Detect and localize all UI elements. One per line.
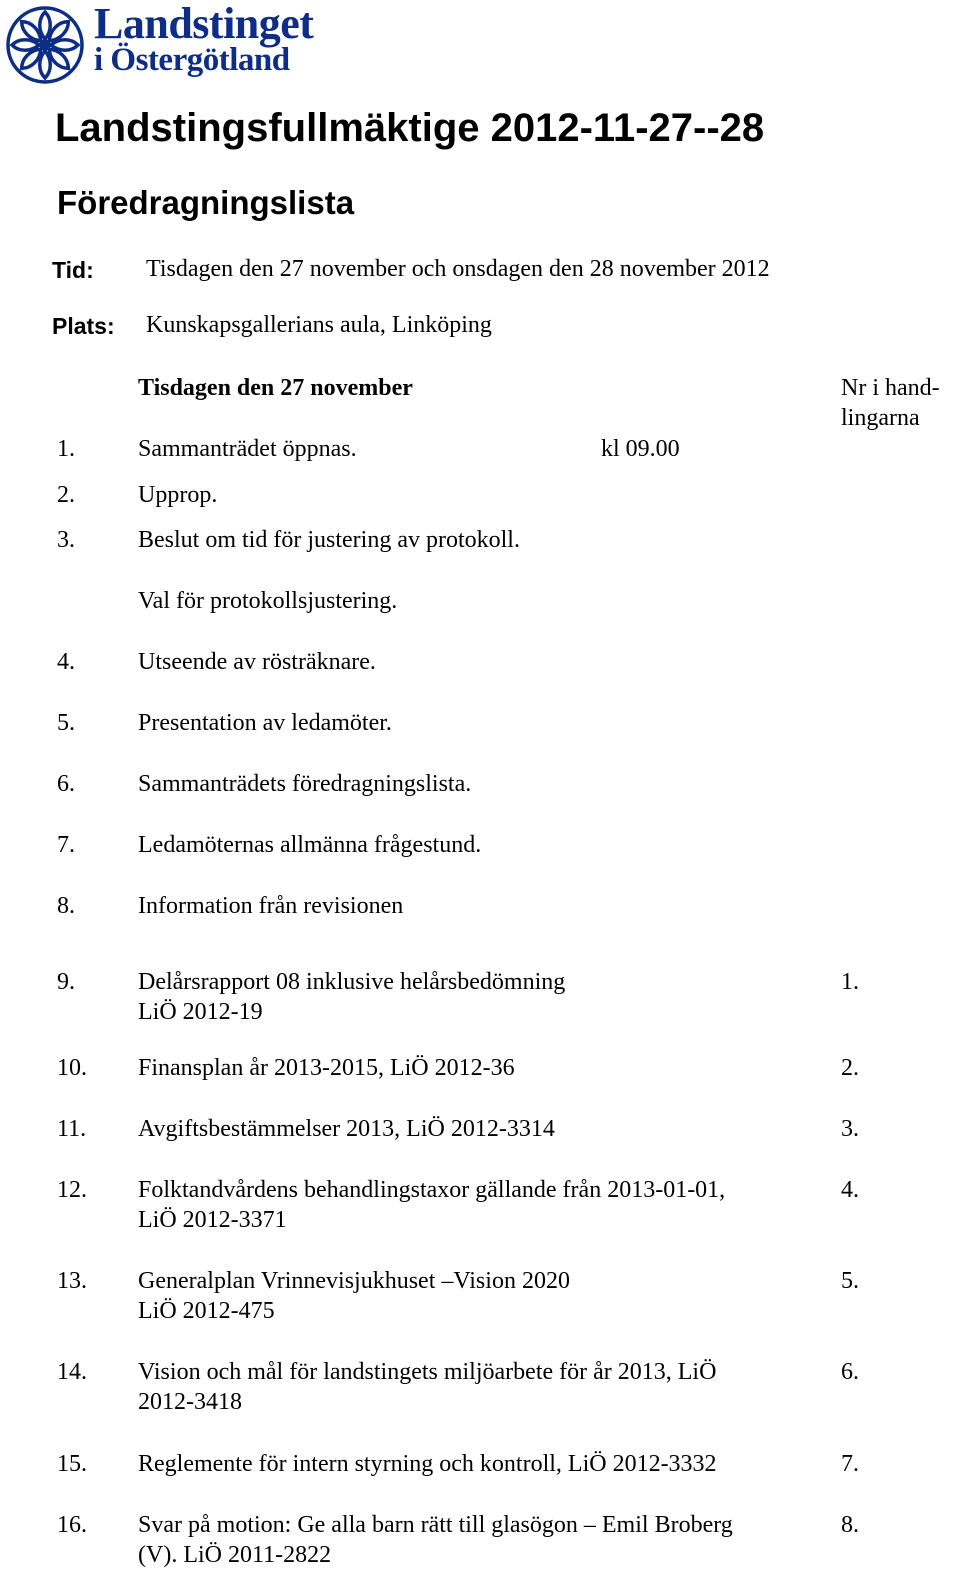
agenda-item-number: 6. <box>57 771 75 797</box>
agenda-item-text <box>138 1053 515 1083</box>
agenda-item-number: 5. <box>57 710 75 736</box>
agenda-item-text <box>138 1175 725 1235</box>
agenda-item-number: 2. <box>57 482 75 508</box>
agenda-item-document-number: 2. <box>841 1055 859 1081</box>
page-subtitle: Föredragningslista <box>57 184 355 221</box>
agenda-item-text <box>138 525 520 555</box>
agenda-item-text <box>138 647 376 677</box>
column-header-line: lingarna <box>841 405 920 431</box>
time-value: Tisdagen den 27 november och onsdagen den 28 november 2012 <box>146 256 770 282</box>
agenda-item-document-number: 5. <box>841 1268 859 1294</box>
agenda-item-text <box>138 434 357 464</box>
agenda-item-number: 7. <box>57 832 75 858</box>
agenda-item-line: LiÖ 2012-19 <box>138 999 263 1025</box>
agenda-item-line: 2012-3418 <box>138 1389 242 1415</box>
agenda-item-number: 10. <box>57 1055 87 1081</box>
agenda-item-line: Utseende av rösträknare. <box>138 649 376 675</box>
agenda-item-line: Avgiftsbestämmelser 2013, LiÖ 2012-3314 <box>138 1116 555 1142</box>
star-emblem-icon <box>4 4 86 86</box>
agenda-item-number: 8. <box>57 893 75 919</box>
agenda-item-text <box>138 1357 716 1417</box>
agenda-item-document-number: 7. <box>841 1451 859 1477</box>
agenda-item-text <box>138 1266 570 1326</box>
agenda-item-text <box>138 480 217 510</box>
agenda-item-number: 12. <box>57 1177 87 1203</box>
agenda-item-line: Presentation av ledamöter. <box>138 710 392 736</box>
agenda-item-line: Sammanträdet öppnas. <box>138 436 357 462</box>
agenda-item-text <box>138 830 481 860</box>
time-label: Tid: <box>52 257 94 283</box>
agenda-item-line: Svar på motion: Ge alla barn rätt till glasögon – Emil Broberg <box>138 1512 733 1538</box>
agenda-item-line: Val för protokollsjustering. <box>138 588 398 614</box>
agenda-item-text <box>138 967 565 1027</box>
agenda-item-number: 3. <box>57 527 75 553</box>
agenda-item-number: 15. <box>57 1451 87 1477</box>
agenda-item-document-number: 3. <box>841 1116 859 1142</box>
place-label: Plats: <box>52 313 115 339</box>
agenda-item-line: LiÖ 2012-3371 <box>138 1207 287 1233</box>
logo-line-1: Landstinget <box>94 0 314 48</box>
agenda-item-text <box>138 1114 555 1144</box>
agenda-item-line: (V). LiÖ 2011-2822 <box>138 1542 332 1568</box>
agenda-item-text <box>138 586 397 616</box>
agenda-item-text <box>138 708 392 738</box>
agenda-item-line: Information från revisionen <box>138 893 404 919</box>
page-title: Landstingsfullmäktige 2012-11-27--28 <box>55 106 765 150</box>
agenda-item-document-number: 4. <box>841 1177 859 1203</box>
agenda-item-line: Beslut om tid för justering av protokoll. <box>138 527 520 553</box>
agenda-item-line: LiÖ 2012-475 <box>138 1298 275 1324</box>
agenda-item-number: 4. <box>57 649 75 675</box>
agenda-item-document-number: 6. <box>841 1359 859 1385</box>
document-number-column-header <box>841 373 940 433</box>
column-header-line: Nr i hand- <box>841 375 940 401</box>
agenda-item-line: Folktandvårdens behandlingstaxor gällande från 2013-01-01, <box>138 1177 726 1203</box>
day-heading: Tisdagen den 27 november <box>138 375 413 401</box>
agenda-item-line: Generalplan Vrinnevisjukhuset –Vision 2020 <box>138 1268 570 1294</box>
logo-line-2: i Östergötland <box>94 42 290 78</box>
agenda-item-text <box>138 1510 733 1570</box>
agenda-item-text <box>138 769 471 799</box>
agenda-item-line: Sammanträdets föredragningslista. <box>138 771 472 797</box>
organization-logo <box>4 2 334 86</box>
agenda-item-number: 16. <box>57 1512 87 1538</box>
agenda-item-number: 9. <box>57 969 75 995</box>
agenda-item-document-number: 1. <box>841 969 859 995</box>
agenda-item-line: Delårsrapport 08 inklusive helårsbedömning <box>138 969 566 995</box>
agenda-item-time: kl 09.00 <box>601 436 680 462</box>
agenda-item-number: 1. <box>57 436 75 462</box>
agenda-item-line: Vision och mål för landstingets miljöarbete för år 2013, LiÖ <box>138 1359 717 1385</box>
agenda-item-document-number: 8. <box>841 1512 859 1538</box>
agenda-item-text <box>138 1449 717 1479</box>
agenda-item-number: 14. <box>57 1359 87 1385</box>
agenda-item-line: Ledamöternas allmänna frågestund. <box>138 832 482 858</box>
agenda-item-line: Finansplan år 2013-2015, LiÖ 2012-36 <box>138 1055 515 1081</box>
agenda-item-line: Upprop. <box>138 482 218 508</box>
agenda-item-text <box>138 891 403 921</box>
place-value: Kunskapsgallerians aula, Linköping <box>146 312 492 338</box>
agenda-item-line: Reglemente för intern styrning och kontroll, LiÖ 2012-3332 <box>138 1451 717 1477</box>
agenda-item-number: 11. <box>57 1116 87 1142</box>
agenda-item-number: 13. <box>57 1268 87 1294</box>
